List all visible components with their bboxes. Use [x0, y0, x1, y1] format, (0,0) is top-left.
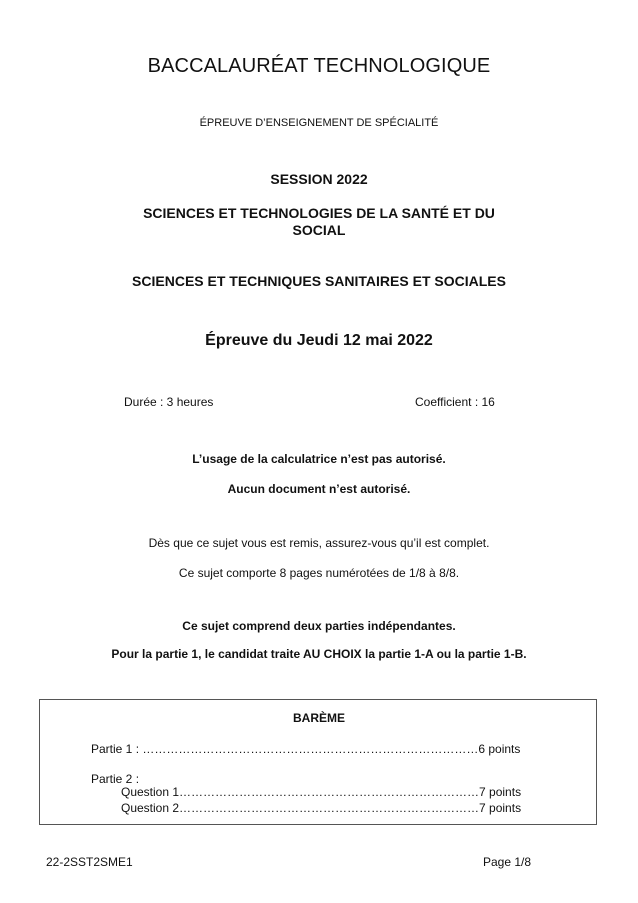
- exam-date: Épreuve du Jeudi 12 mai 2022: [205, 332, 433, 349]
- speciality-title: SCIENCES ET TECHNIQUES SANITAIRES ET SOCIALES: [132, 273, 506, 289]
- bareme-question2: Question 2…………………………………………………………………7 points: [121, 801, 522, 815]
- footer-code: 22-2SST2SME1: [46, 855, 133, 869]
- choice-note: Pour la partie 1, le candidat traite AU CHOIX la partie 1-A ou la partie 1-B.: [111, 647, 527, 661]
- check-complete-note: Dès que ce sujet vous est remis, assurez-vous qu’il est complet.: [148, 536, 490, 550]
- exam-subtitle: ÉPREUVE D’ENSEIGNEMENT DE SPÉCIALITÉ: [199, 117, 439, 129]
- duration-label: Durée : 3 heures: [124, 395, 214, 409]
- bareme-part2: Partie 2 :: [91, 772, 140, 786]
- session-label: SESSION 2022: [270, 171, 368, 187]
- bareme-part1: Partie 1 : …………………………………………………………………………6 points: [91, 742, 521, 756]
- bareme-question1: Question 1…………………………………………………………………7 points: [121, 785, 522, 799]
- bareme-title: BARÈME: [292, 711, 345, 725]
- page-count-note: Ce sujet comporte 8 pages numérotées de 1/8 à 8/8.: [178, 566, 460, 580]
- footer-page-number: Page 1/8: [483, 855, 532, 869]
- calculator-rule: L’usage de la calculatrice n’est pas autorisé.: [192, 452, 446, 466]
- two-parts-note: Ce sujet comprend deux parties indépendantes.: [182, 619, 456, 633]
- sector-title-line1: SCIENCES ET TECHNOLOGIES DE LA SANTÉ ET DU: [143, 205, 495, 221]
- sector-title-line2: SOCIAL: [292, 222, 346, 238]
- documents-rule: Aucun document n’est autorisé.: [227, 482, 411, 496]
- coefficient-label: Coefficient : 16: [415, 395, 495, 409]
- exam-title: BACCALAURÉAT TECHNOLOGIQUE: [147, 55, 491, 77]
